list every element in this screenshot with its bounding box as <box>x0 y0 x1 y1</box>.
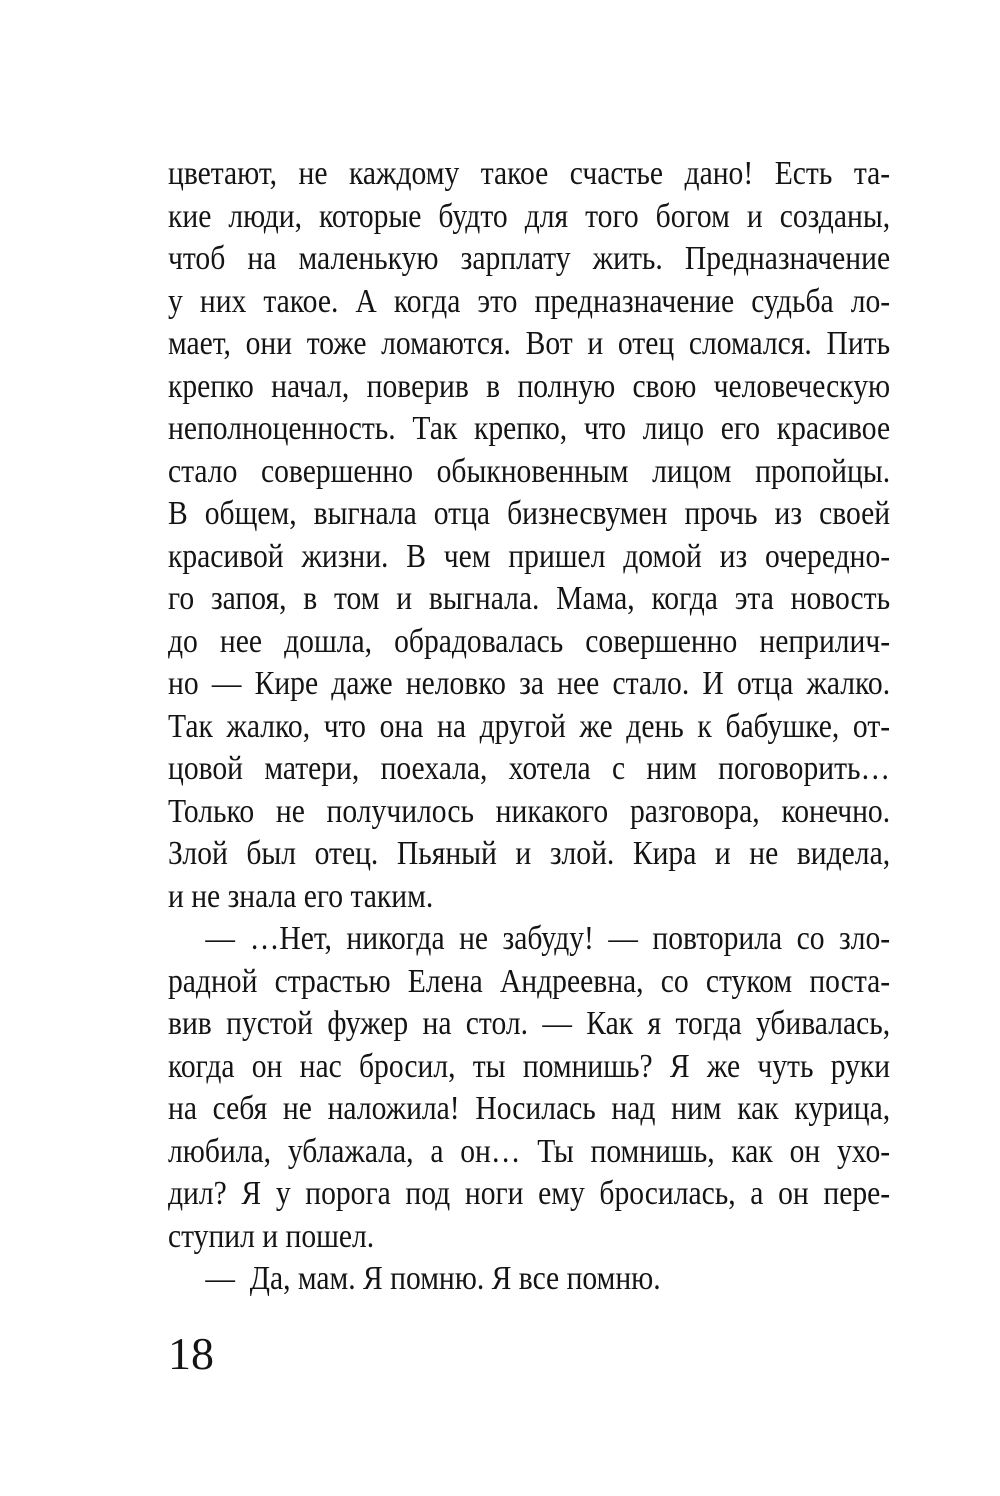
page-text <box>168 153 890 1301</box>
text-line: ступил и пошел. <box>168 1217 375 1255</box>
text-line: когда он нас бросил, ты помнишь? Я же чуть руки <box>168 1047 891 1085</box>
text-line: радной страстью Елена Андреевна, со стуком поста- <box>168 962 891 1000</box>
text-line: стало совершенно обыкновенным лицом пропойцы. <box>168 452 891 490</box>
paragraph <box>168 153 890 918</box>
text-line: неполноценность. Так крепко, что лицо его красивое <box>168 410 891 447</box>
text-line: любила, ублажала, а он… Ты помнишь, как он ухо- <box>168 1132 891 1170</box>
text-line: го запоя, в том и выгнала. Мама, когда эта новость <box>168 580 891 617</box>
text-line: у них такое. А когда это предназначение судьба ло- <box>168 282 891 320</box>
text-line: до нее дошла, обрадовалась совершенно неприлич- <box>168 622 891 660</box>
text-line: но — Кире даже неловко за нее стало. И отца жалко. <box>168 665 891 702</box>
text-line: Злой был отец. Пьяный и злой. Кира и не видела, <box>168 835 891 872</box>
text-line: вив пустой фужер на стол. — Как я тогда убивалась, <box>168 1005 891 1042</box>
text-line: чтоб на маленькую зарплату жить. Предназначение <box>168 240 891 277</box>
text-line: крепко начал, поверив в полную свою человеческую <box>168 367 891 405</box>
page-number: 18 <box>168 1328 214 1379</box>
text-line: кие люди, которые будто для того богом и созданы, <box>168 197 891 235</box>
text-line: дил? Я у порога под ноги ему бросилась, а он пере- <box>168 1175 891 1212</box>
paragraph <box>168 1258 890 1301</box>
text-line: Так жалко, что она на другой же день к бабушке, от- <box>168 707 891 745</box>
text-line: В общем, выгнала отца бизнесвумен прочь из своей <box>168 495 891 532</box>
text-line: — …Нет, никогда не забуду! — повторила со зло- <box>205 920 891 957</box>
text-line: — Да, мам. Я помню. Я все помню. <box>205 1260 661 1297</box>
text-line: цовой матери, поехала, хотела с ним поговорить… <box>168 750 891 787</box>
text-line: цветают, не каждому такое счастье дано! Есть та- <box>168 155 891 192</box>
text-line: и не знала его таким. <box>168 877 434 915</box>
text-line: мает, они тоже ломаются. Вот и отец сломался. Пить <box>168 325 891 362</box>
paragraph <box>168 918 890 1258</box>
text-line: красивой жизни. В чем пришел домой из очередно- <box>168 537 891 575</box>
text-line: Только не получилось никакого разговора, конечно. <box>168 792 891 830</box>
text-line: на себя не наложила! Носилась над ним как курица, <box>168 1090 891 1127</box>
